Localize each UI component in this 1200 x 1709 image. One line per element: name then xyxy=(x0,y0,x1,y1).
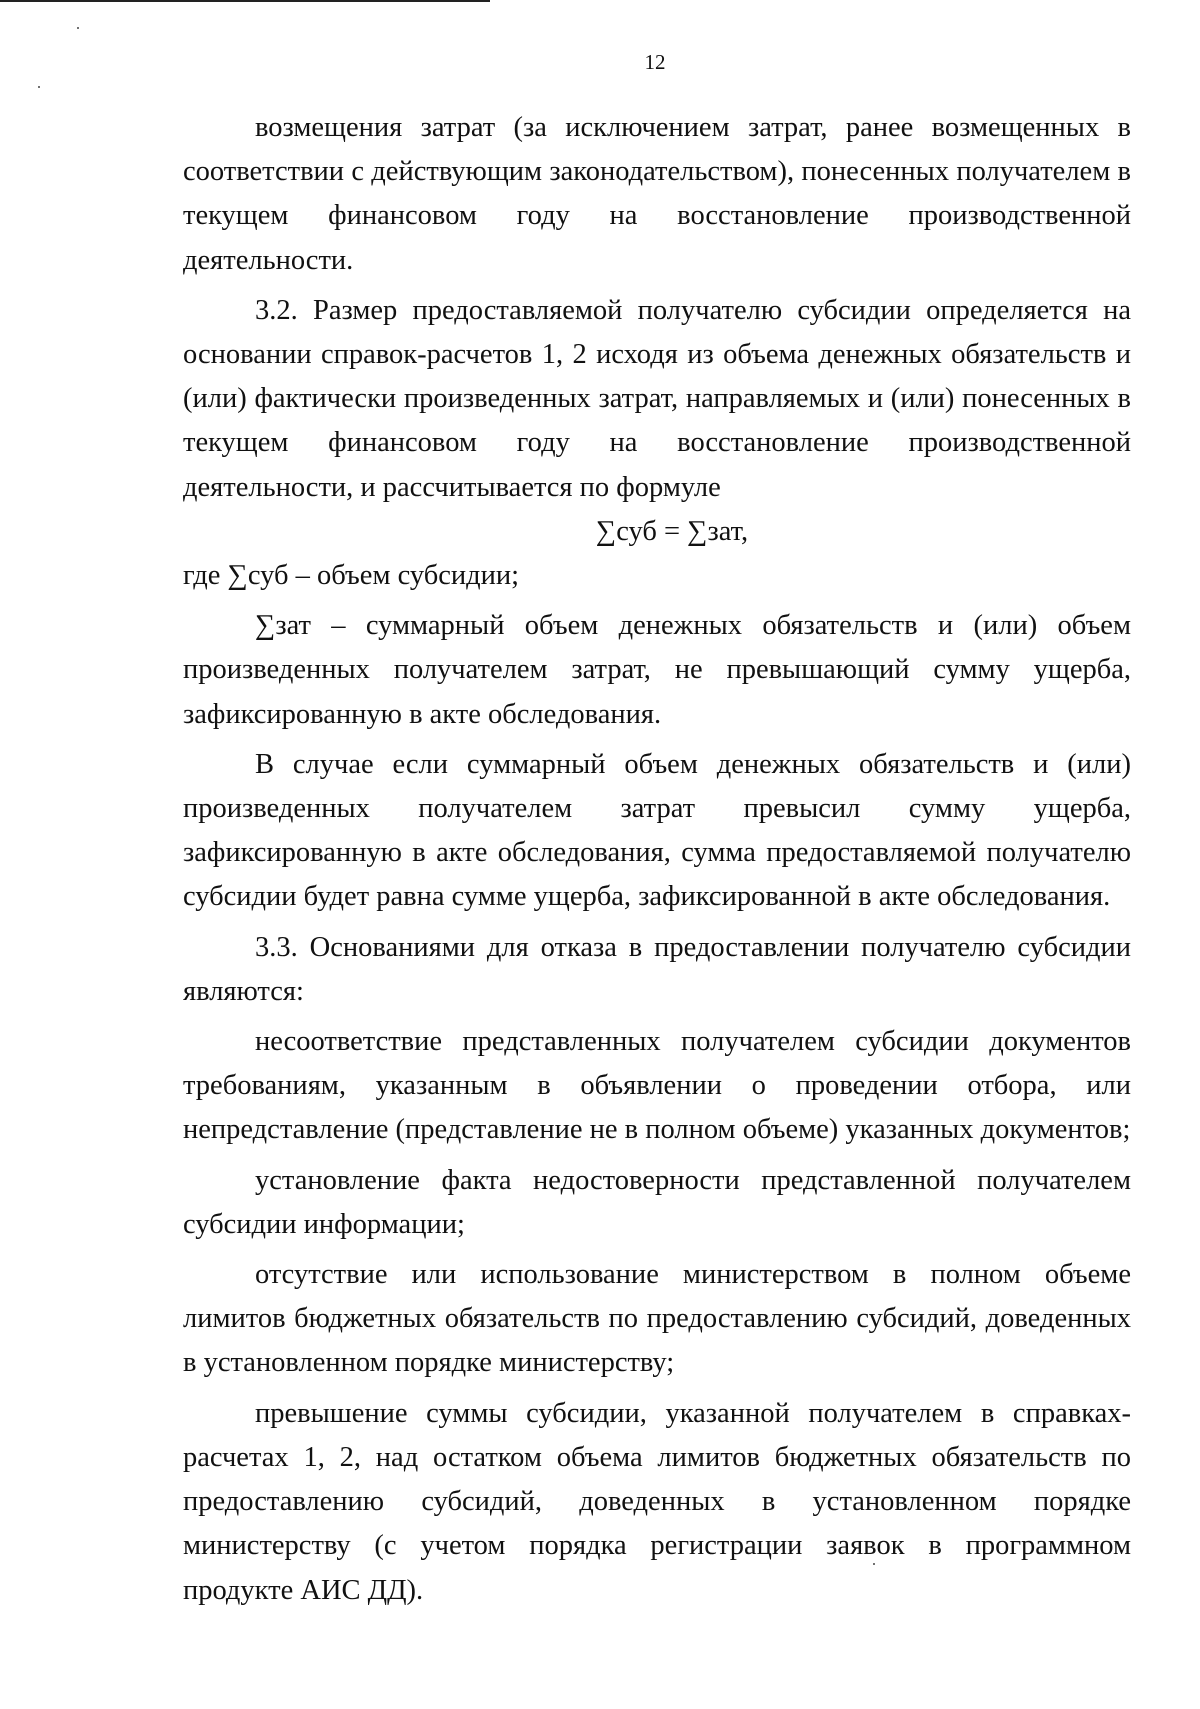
refusal-ground-excess: превышение суммы субсидии, указанной получателем в справках-расчетах 1, 2, над остатком объема лимитов бюджетных обязательств по предоставлению субсидий, доведенных в установленном порядке министерству (с учетом порядка регистрации заявок в программном продукте АИС ДД). xyxy=(183,1397,1131,1606)
scan-top-border xyxy=(0,0,490,2)
refusal-ground-limits: отсутствие или использование министерством в полном объеме лимитов бюджетных обязательств по предоставлению субсидий, доведенных в установленном порядке министерству; xyxy=(183,1259,1131,1379)
paragraph-3-2: 3.2. Размер предоставляемой получателю субсидии определяется на основании справок-расчетов 1, 2 исходя из объема денежных обязательств и (или) фактически произведенных затрат, направляемых и (или) понесенных в текущем финансовом году на восстановление производственной деятельности, и рассчитывается по формуле xyxy=(183,294,1131,503)
formula-legend-sub: где ∑суб – объем субсидии; xyxy=(183,560,520,592)
formula-legend-zat: ∑зат – суммарный объем денежных обязательств и (или) объем произведенных получателем затрат, не превышающий сумму ущерба, зафиксированную в акте обследования. xyxy=(183,610,1131,730)
formula: ∑суб = ∑зат, xyxy=(595,515,749,547)
scan-speck xyxy=(38,86,40,88)
refusal-ground-documents: несоответствие представленных получателем субсидии документов требованиям, указанным в объявлении о проведении отбора, или непредставление (представление не в полном объеме) указанных документов; xyxy=(183,1026,1131,1146)
paragraph-continuation: возмещения затрат (за исключением затрат, ранее возмещенных в соответствии с действующим законодательством), понесенных получателем в текущем финансовом году на восстановление производственной деятельности. xyxy=(183,112,1131,276)
scan-speck xyxy=(77,27,79,29)
refusal-ground-false-info: установление факта недостоверности представленной получателем субсидии информации; xyxy=(183,1164,1131,1240)
page-number: 12 xyxy=(644,50,666,74)
paragraph-excess-case: В случае если суммарный объем денежных обязательств и (или) произведенных получателем затрат превысил сумму ущерба, зафиксированную в акте обследования, сумма предоставляемой получателю субсидии будет равна сумме ущерба, зафиксированной в акте обследования. xyxy=(183,748,1131,913)
document-body xyxy=(183,106,1131,1613)
paragraph-3-3: 3.3. Основаниями для отказа в предоставлении получателю субсидии являются: xyxy=(183,931,1131,1007)
